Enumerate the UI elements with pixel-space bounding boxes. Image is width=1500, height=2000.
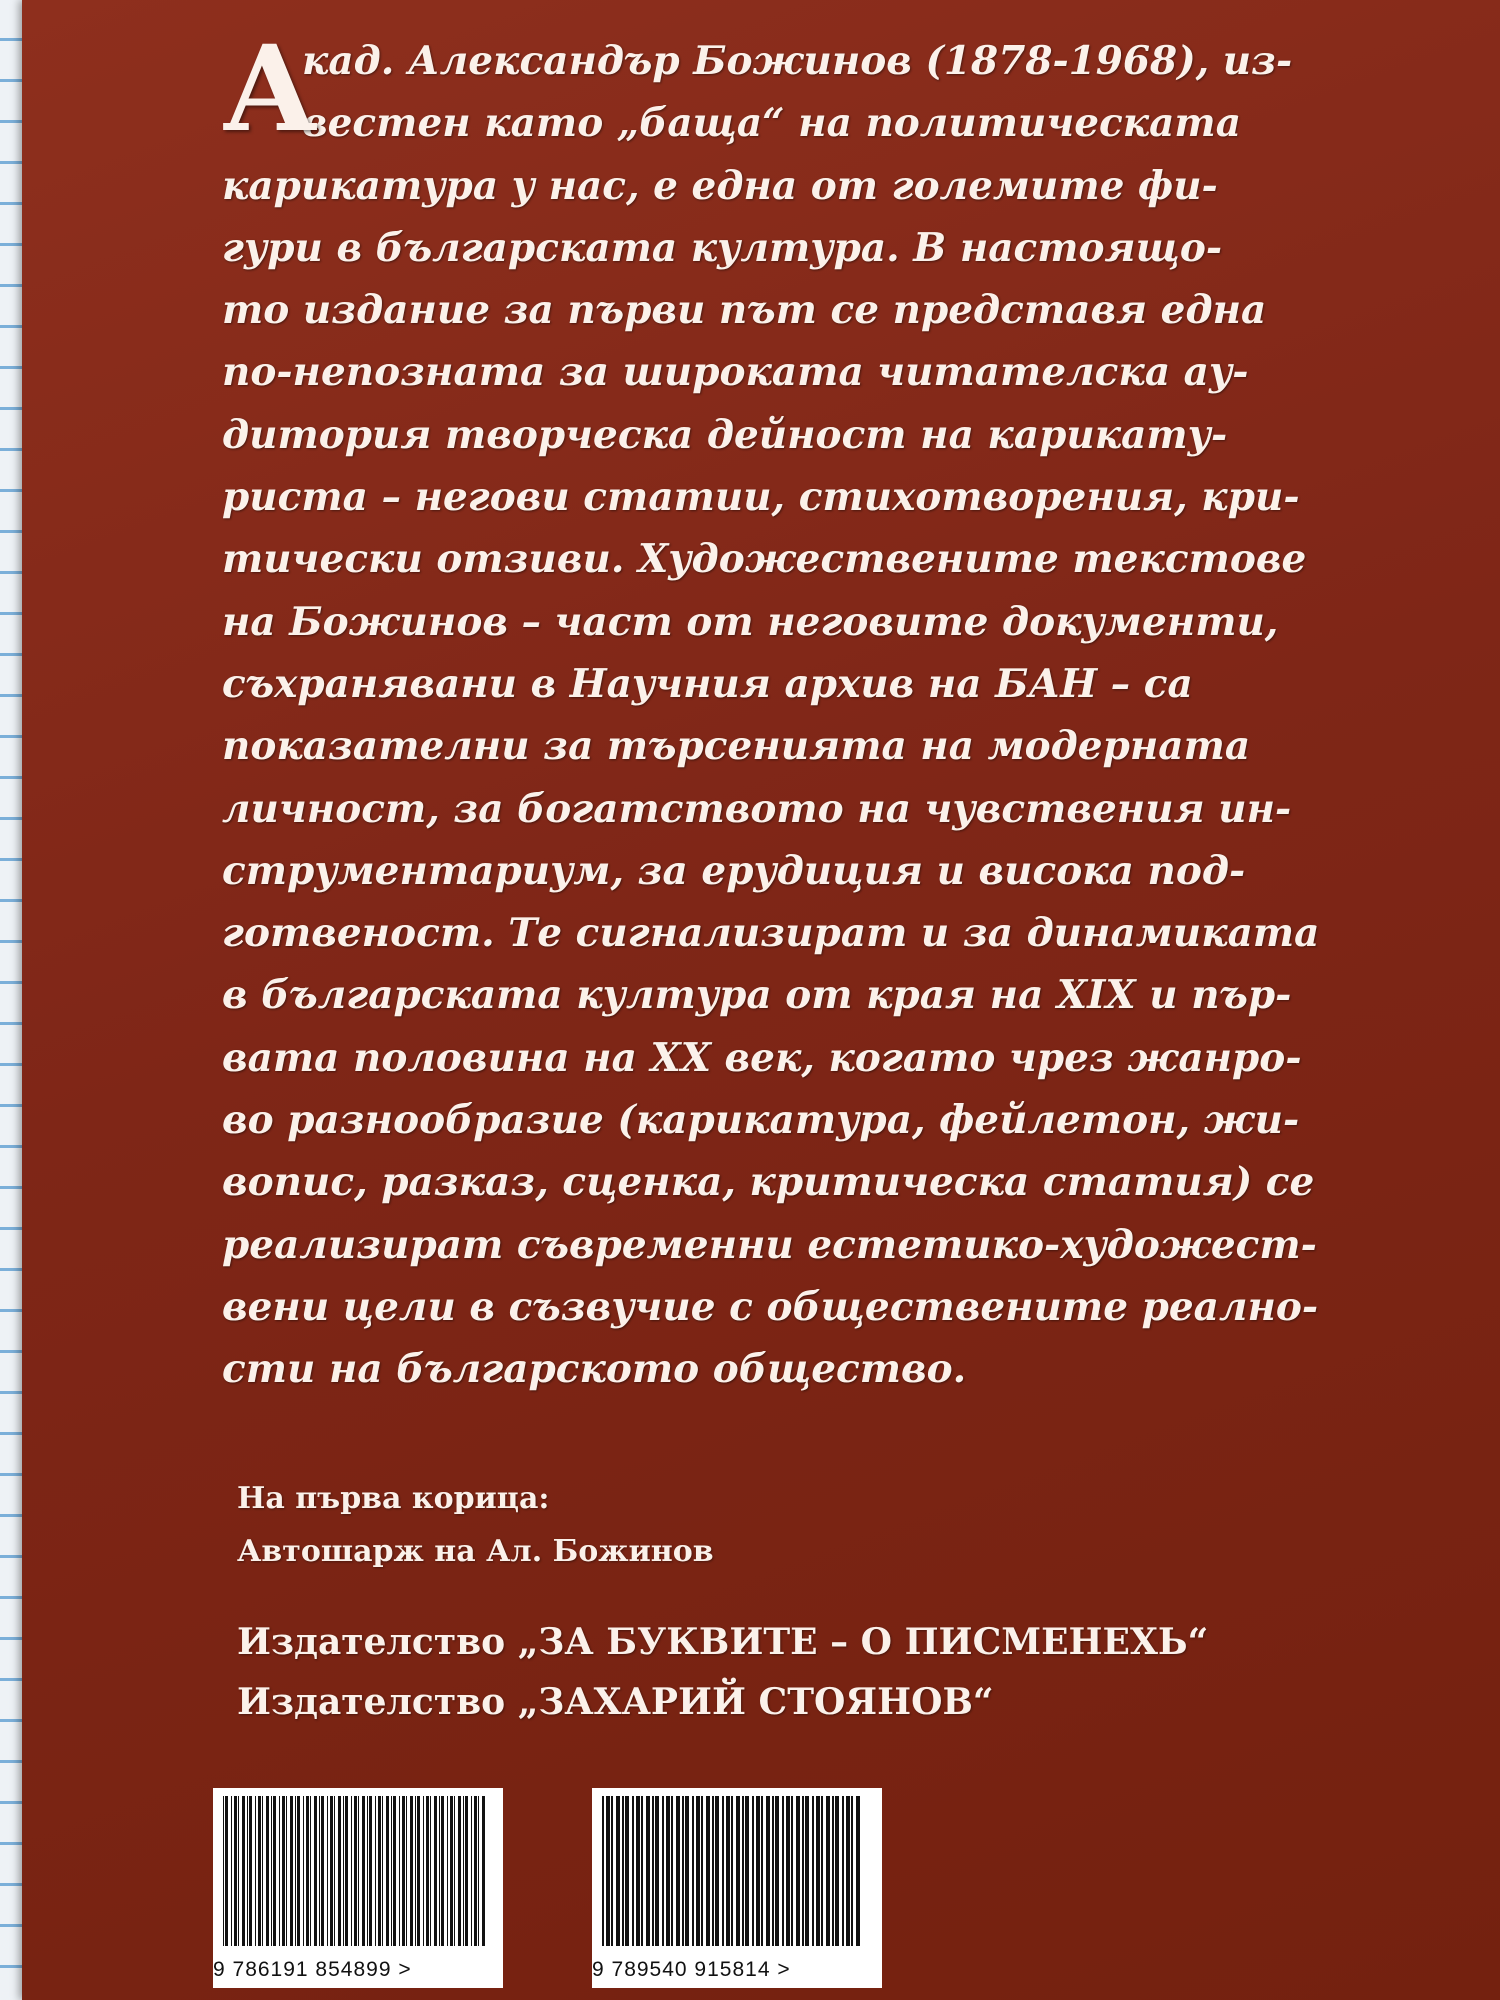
- blurb-line: реализират съвременни естетико-художест-: [222, 1221, 1317, 1268]
- blurb-line: по-непозната за широката читателска ау-: [222, 349, 1249, 396]
- barcode-number: 9 789540 915814 >: [592, 1958, 791, 1981]
- barcode-number: 9 786191 854899 >: [213, 1958, 412, 1981]
- book-back-cover: [22, 0, 1500, 2000]
- blurb-line: то издание за първи път се представя една: [222, 287, 1267, 334]
- blurb-line: вопис, разказ, сценка, критическа статия) се: [222, 1159, 1315, 1206]
- blurb-line: риста – негови статии, стихотворения, кри-: [222, 474, 1300, 521]
- blurb-line: струментариум, за ерудиция и висока под-: [222, 847, 1246, 894]
- blurb-line: кад. Александър Божинов (1878-1968), из-: [302, 38, 1293, 84]
- barcode-bars-icon: [592, 1788, 882, 1953]
- blurb-text: [222, 19, 1372, 1401]
- blurb-line: во разнообразие (карикатура, фейлетон, жи-: [222, 1097, 1300, 1144]
- blurb-line: вата половина на XX век, когато чрез жанро-: [222, 1034, 1302, 1081]
- blurb-line: вестен като „баща“ на политическата: [302, 100, 1241, 147]
- blurb-line: съхранявани в Научния архив на БАН – са: [222, 660, 1193, 707]
- barcode: [213, 1788, 503, 1988]
- blurb-line: личност, за богатството на чувствения ин-: [222, 785, 1292, 832]
- barcode: [592, 1788, 882, 1988]
- barcode-bars-icon: [213, 1788, 503, 1953]
- blurb-line: готвеност. Те сигнализират и за динамиката: [222, 910, 1320, 957]
- credit-label: На първа корица:: [237, 1481, 550, 1516]
- publishers: [237, 1612, 1208, 1732]
- blurb-line: показателни за търсенията на модерната: [222, 723, 1251, 770]
- drop-cap-initial: А: [222, 19, 319, 158]
- publisher-line: Издателство „ЗАХАРИЙ СТОЯНОВ“: [237, 1681, 994, 1723]
- blurb-line: тически отзиви. Художествените текстове: [222, 536, 1307, 583]
- blurb-line: сти на българското общество.: [222, 1346, 967, 1393]
- credit-text: Автошарж на Ал. Божинов: [237, 1534, 714, 1569]
- blurb-line: вени цели в съзвучие с обществените реално-: [222, 1283, 1319, 1330]
- blurb-line: гури в българската култура. В настоящо-: [222, 224, 1223, 271]
- cover-credit: [237, 1472, 714, 1578]
- blurb-line: карикатура у нас, е една от големите фи-: [222, 162, 1218, 209]
- publisher-line: Издателство „ЗА БУКВИТЕ – О ПИСМЕНЕХЬ“: [237, 1621, 1209, 1663]
- blurb-line: дитория творческа дейност на карикату-: [222, 411, 1228, 458]
- blurb-line: на Божинов – част от неговите документи,: [222, 598, 1279, 645]
- blurb-line: в българската култура от края на XIX и пър-: [222, 972, 1292, 1019]
